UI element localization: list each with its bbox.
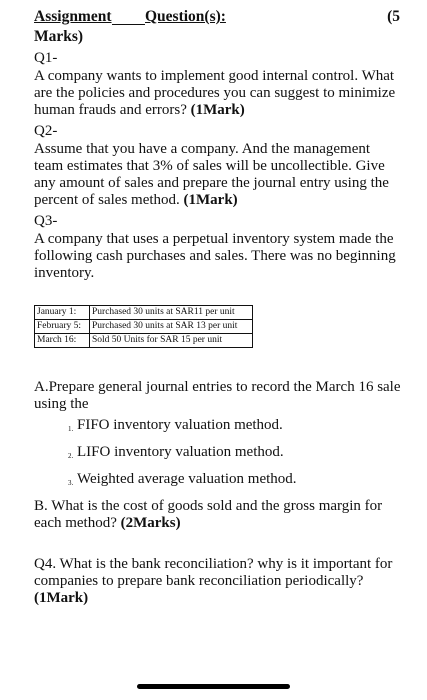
- table-row: [35, 306, 253, 320]
- list-item: [34, 471, 402, 488]
- list-item-text: Weighted average valuation method.: [77, 471, 297, 487]
- q4-mark: (1Mark): [34, 590, 89, 606]
- table-row: [35, 334, 253, 348]
- q3-label: Q3-: [34, 213, 58, 229]
- home-indicator-bar[interactable]: [137, 684, 290, 689]
- table-row: [35, 320, 253, 334]
- assignment-header: [34, 8, 402, 28]
- q1-body: A company wants to implement good internal control. What are the policies and procedures you can suggest to minimize human frauds and errors?: [34, 68, 396, 118]
- table-cell-date: February 5:: [35, 320, 90, 334]
- header-underline: [112, 24, 145, 25]
- total-marks-number: (5: [387, 8, 400, 25]
- list-item: [34, 417, 402, 434]
- list-item-number: 1.: [68, 425, 74, 433]
- q1-text: [34, 68, 402, 119]
- q1-label: Q1-: [34, 50, 58, 66]
- list-item-text: LIFO inventory valuation method.: [77, 444, 284, 460]
- list-item-text: FIFO inventory valuation method.: [77, 417, 283, 433]
- assignment-document: [34, 8, 402, 607]
- list-item-number: 3.: [68, 479, 74, 487]
- valuation-methods-list: [34, 417, 402, 488]
- q2-body: Assume that you have a company. And the management team estimates that 3% of sales will be uncollectible. Give any amount of sales and prepare the journal entry using the percent of sales method.: [34, 141, 389, 208]
- q3-part-b: [34, 498, 402, 532]
- table-cell-desc: Purchased 30 units at SAR11 per unit: [90, 306, 253, 320]
- q3-part-a: A.Prepare general journal entries to record the March 16 sale using the: [34, 379, 401, 412]
- list-item: [34, 444, 402, 461]
- table-cell-desc: Purchased 30 units at SAR 13 per unit: [90, 320, 253, 334]
- q1-mark: (1Mark): [190, 102, 245, 118]
- q2-label: Q2-: [34, 123, 58, 139]
- q4-text: [34, 556, 402, 607]
- table-cell-date: January 1:: [35, 306, 90, 320]
- q2-mark: (1Mark): [183, 192, 238, 208]
- table-cell-date: March 16:: [35, 334, 90, 348]
- q3-text: A company that uses a perpetual inventory system made the following cash purchases and sales. There was no beginning inventory.: [34, 231, 396, 281]
- q4-body: Q4. What is the bank reconciliation? why is it important for companies to prepare bank reconciliation periodically?: [34, 556, 393, 589]
- list-item-number: 2.: [68, 452, 74, 460]
- total-marks-word: Marks): [34, 28, 84, 45]
- questions-title: Question(s):: [145, 8, 226, 25]
- q3-part-b-mark: (2Marks): [120, 515, 181, 531]
- inventory-table: [34, 305, 253, 348]
- table-cell-desc: Sold 50 Units for SAR 15 per unit: [90, 334, 253, 348]
- q3-part-b-body: B. What is the cost of goods sold and the gross margin for each method?: [34, 498, 383, 531]
- assignment-title: Assignment: [34, 8, 112, 25]
- q2-text: [34, 141, 402, 209]
